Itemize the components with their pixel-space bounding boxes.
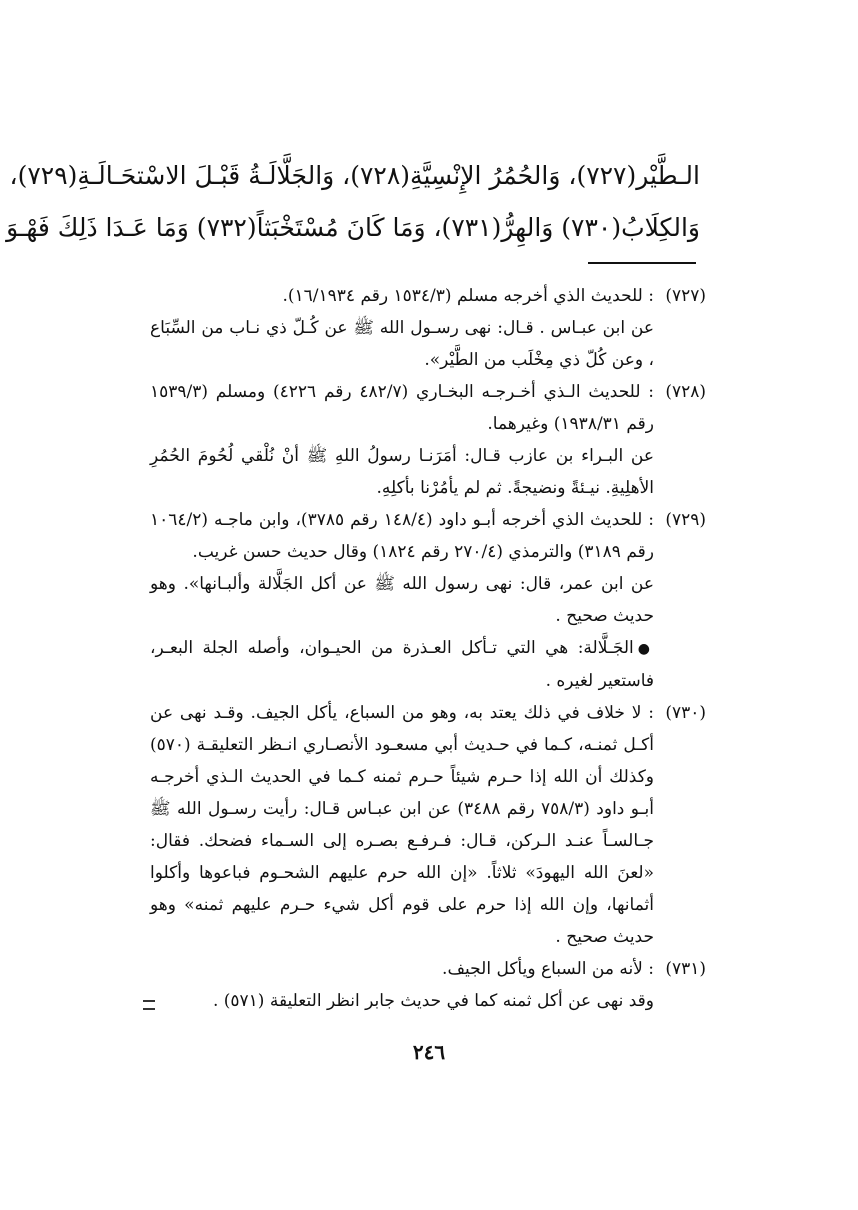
footnote-divider [588,262,696,264]
bullet-icon: ● [637,641,654,657]
footnote-727 [150,280,706,376]
footnote-number: (٧٣١) [665,959,706,979]
footnote-text: : لا خلاف في ذلك يعتد به، وهو من السباع، يأكل الجيف. وقـد نهى عن أكـل ثمنـه، كـما في حـديث أبي مسعـود الأنصـاري انـظر التعليقـة (٥٧٠) وكذلك أن الله إذا حـرم شيئاً حـرم ثمنه كـما في الحديث الـذي أخرجـه أبـو داود (٧٥٨/٣ رقم ٣٤٨٨) عن ابن عبـاس قـال: رأيت رسـول الله ﷺ جـالسـاً عنـد الـركن، قـال: فـرفـع بصـره إلى السـماء فضحك. فقال: «لعنَ الله اليهودَ» ثلاثاً. «إن الله حرم عليهم الشحـوم فباعوها وأكلوا أثمانها، وإن الله إذا حرم على قوم أكل شيء حـرم عليهم ثمنه» وهو حديث صحيح . [150,703,654,947]
footnote-text: : للحديث الذي أخرجه أبـو داود (١٤٨/٤ رقم ٣٧٨٥)، وابن ماجـه (١٠٦٤/٢ رقم ٣١٨٩) والترمذي (٢٧٠/٤ رقم ١٨٢٤) وقال حديث حسن غريب. [150,510,654,562]
footnotes-section [150,280,706,1017]
main-text-line: الـطَّيْر(٧٢٧)، وَالحُمُرُ الإِنْسِيَّةِ(٧٢٨)، وَالجَلَّالَـةُ قَبْـلَ الاسْتحَـالَـةِ(٧٢٩)، [9,161,700,190]
footnote-text: عن ابن عبـاس . قـال: نهى رسـول الله ﷺ عن كُـلّ ذي نـاب من السِّبَاع ، وعن كُلّ ذي مِخْلَب من الطَّيْر». [150,318,654,370]
footnote-bullet-paragraph [150,632,654,697]
footnote-text: عن البـراء بن عازب قـال: أمَرَنـا رسولُ اللهِ ﷺ أنْ نُلْقي لُحُومَ الحُمُرِ الأهلِيةِ. نيـئةً ونضيجةً. ثم لم يأمُرْنا بأكلِهِ. [150,446,654,498]
footnote-729 [150,504,706,697]
footnote-731 [150,953,706,1017]
footnote-728 [150,376,706,504]
footnote-730 [150,697,706,953]
footnote-number: (٧٢٨) [665,382,706,402]
main-text-line: وَالكِلَابُ(٧٣٠) وَالهِرُّ(٧٣١)، وَمَا كَانَ مُسْتَخْبَثاً(٧٣٢) وَمَا عَـدَا ذَلِكَ فَهْـوَ [6,213,700,242]
main-text-block [6,150,700,254]
footnote-number: (٧٣٠) [665,703,706,723]
page-number: ٢٤٦ [412,1040,446,1064]
continuation-mark [143,1000,155,1010]
footnote-text: : للحديث الذي أخرجه مسلم (١٥٣٤/٣ رقم ١٦/١٩٣٤). [282,286,654,306]
footnote-text: : للحديث الـذي أخـرجـه البخـاري (٤٨٢/٧ رقم ٤٢٢٦) ومسلم (١٥٣٩/٣ رقم ١٩٣٨/٣١) وغيرهما. [150,382,654,434]
footnote-text: عن ابن عمر، قال: نهى رسول الله ﷺ عن أكل الجَلَّالة وألبـانها». وهو حديث صحيح . [150,574,654,626]
footnote-text: وقد نهى عن أكل ثمنه كما في حديث جابر انظر التعليقة (٥٧١) . [212,991,654,1011]
footnote-number: (٧٢٧) [665,286,706,306]
footnote-text: : لأنه من السباع ويأكل الجيف. [442,959,654,979]
footnote-text: الجَـلَّالة: هي التي تـأكل العـذرة من الحيـوان، وأصله الجلة البعـر، فاستعير لغيره . [150,638,654,691]
footnote-number: (٧٢٩) [665,510,706,530]
